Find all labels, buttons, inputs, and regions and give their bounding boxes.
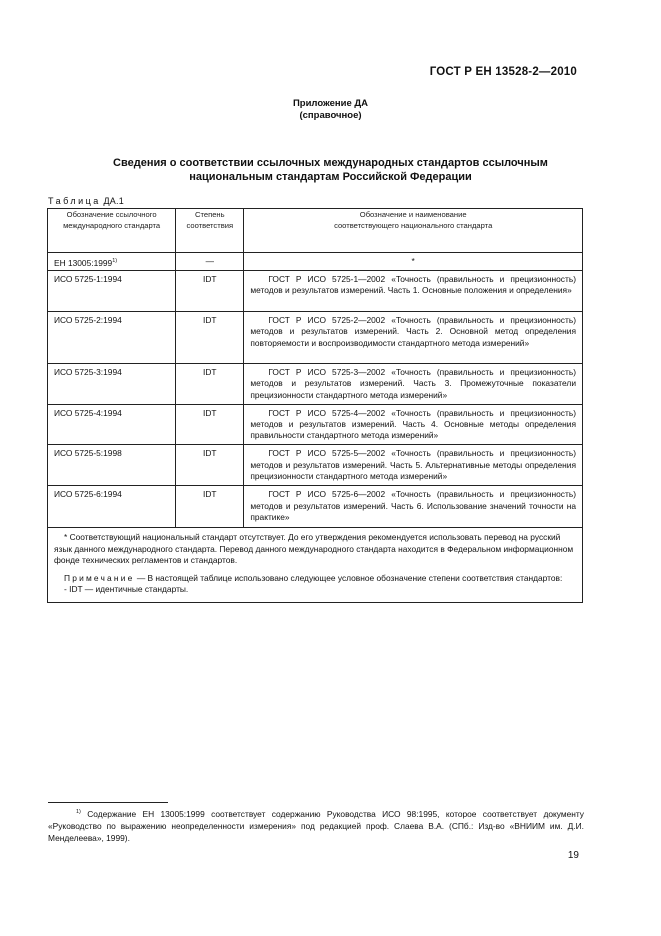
header-cell-reference xyxy=(48,209,176,253)
national-text: ГОСТ Р ИСО 5725-3—2002 «Точность (правильность и прецизионность) методов и результатов измерений. Часть 3. Промежуточные показатели прецизионности стандартного метода измерений» xyxy=(250,367,576,400)
degree-cell: IDT xyxy=(176,404,244,445)
correspondence-table xyxy=(47,208,583,603)
national-cell: * xyxy=(244,253,583,271)
table-row xyxy=(48,253,583,271)
ref-cell: ИСО 5725-1:1994 xyxy=(48,271,176,312)
footnote-marker: 1) xyxy=(112,258,118,264)
section-heading xyxy=(60,156,601,184)
table-row xyxy=(48,271,583,312)
heading-line-2: национальным стандартам Российской Федерации xyxy=(189,171,472,183)
page-footnote xyxy=(48,806,584,845)
ref-cell: ИСО 5725-6:1994 xyxy=(48,486,176,528)
degree-cell: IDT xyxy=(176,271,244,312)
national-cell xyxy=(244,271,583,312)
national-cell xyxy=(244,312,583,364)
header-text: Обозначение и наименование xyxy=(359,210,467,219)
footnote-separator xyxy=(48,802,168,803)
national-text: ГОСТ Р ИСО 5725-4—2002 «Точность (правильность и прецизионность) методов и результатов измерений. Часть 4. Основные методы определения правильности стандартного метода измерений» xyxy=(250,407,576,441)
table-row xyxy=(48,312,583,364)
degree-cell: IDT xyxy=(176,445,244,486)
ref-cell xyxy=(48,253,176,271)
ref-cell: ИСО 5725-2:1994 xyxy=(48,312,176,364)
ref-cell: ИСО 5725-5:1998 xyxy=(48,445,176,486)
table-note xyxy=(54,573,576,585)
header-text: Обозначение ссылочного xyxy=(66,210,157,219)
page-number: 19 xyxy=(567,850,579,861)
note-text: — В настоящей таблице использовано следующее условное обозначение степени соответствия стандартов: xyxy=(136,572,563,583)
header-cell-degree xyxy=(176,209,244,253)
ref-text: ЕН 13005:1999 xyxy=(54,258,113,268)
annex-subtitle: (справочное) xyxy=(299,110,362,121)
header-text: соответствия xyxy=(186,221,234,230)
degree-cell: IDT xyxy=(176,312,244,364)
document-id: ГОСТ Р ЕН 13528-2—2010 xyxy=(429,66,577,78)
header-text: международного стандарта xyxy=(63,221,161,230)
national-text: ГОСТ Р ИСО 5725-2—2002 «Точность (правильность и прецизионность) методов и результатов измерений. Часть 2. Основной метод определения повторяемости и воспроизводимости стандартного метода измерений» xyxy=(250,315,576,348)
table-label-prefix: Таблица xyxy=(48,196,101,206)
ref-cell: ИСО 5725-4:1994 xyxy=(48,404,176,445)
table-footnote: * Соответствующий национальный стандарт отсутствует. До его утверждения рекомендуется использовать перевод на русский язык данного международного стандарта. Перевод данного международного стандарта находится в Федеральном информационном фонде технических регламентов и стандартов. xyxy=(54,532,574,566)
header-text: Степень xyxy=(195,210,225,219)
national-text: ГОСТ Р ИСО 5725-5—2002 «Точность (правильность и прецизионность) методов и результатов измерений. Часть 5. Альтернативные методы определения прецизионности стандартного метода измерений» xyxy=(250,448,576,481)
national-cell xyxy=(244,364,583,405)
header-text: соответствующего национального стандарта xyxy=(334,221,493,230)
annex-title: Приложение ДА xyxy=(292,98,369,109)
degree-cell: IDT xyxy=(176,486,244,528)
table-row xyxy=(48,404,583,445)
table-footnote-row xyxy=(48,528,583,603)
ref-cell: ИСО 5725-3:1994 xyxy=(48,364,176,405)
table-header-row xyxy=(48,209,583,253)
page-footnote-marker: 1) xyxy=(76,809,81,815)
table-label-number: ДА.1 xyxy=(103,196,124,206)
national-text: ГОСТ Р ИСО 5725-6—2002 «Точность (правильность и прецизионность) методов и результатов измерений. Часть 6. Использование значений точности на практике» xyxy=(250,489,576,522)
table-label xyxy=(48,196,124,206)
table-row xyxy=(48,445,583,486)
header-cell-national xyxy=(244,209,583,253)
national-text: ГОСТ Р ИСО 5725-1—2002 «Точность (правильность и прецизионность) методов и результатов измерений. Часть 1. Основные положения и определения» xyxy=(250,274,576,296)
degree-cell: — xyxy=(176,253,244,271)
note-label: Примечание xyxy=(64,572,135,583)
table-row xyxy=(48,486,583,528)
page-footnote-text: Содержание ЕН 13005:1999 соответствует содержанию Руководства ИСО 98:1995, которое соответствует документу «Руководство по выражению неопределенности измерения» под редакцией проф. Слаева В.А. (СПб.: Изд-во «ВНИИМ им. Д.И. Менделеева», 1999). xyxy=(48,809,584,844)
heading-line-1: Сведения о соответствии ссылочных международных стандартов ссылочным xyxy=(113,157,548,169)
national-cell xyxy=(244,445,583,486)
note-item: - IDT — идентичные стандарты. xyxy=(64,584,189,595)
table-row xyxy=(48,364,583,405)
table-footnote-cell xyxy=(48,528,583,603)
national-cell xyxy=(244,404,583,445)
national-cell xyxy=(244,486,583,528)
degree-cell: IDT xyxy=(176,364,244,405)
